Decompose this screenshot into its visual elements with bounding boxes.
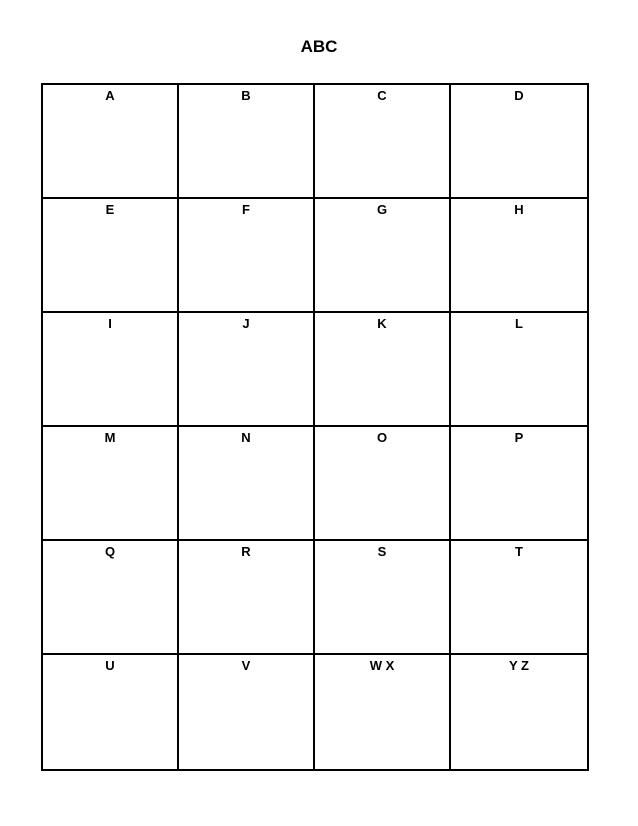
grid-cell-19 [315,541,451,655]
cell-label: B [241,88,251,103]
page-title: ABC [300,37,338,56]
grid-cell-24 [451,655,587,769]
cell-label: P [514,430,524,445]
cell-label: K [377,316,387,331]
cell-label: N [241,430,251,445]
alphabet-grid [41,83,589,771]
grid-cell-4 [451,85,587,199]
grid-cell-6 [179,199,315,313]
grid-cell-14 [179,427,315,541]
cell-label: C [377,88,387,103]
cell-label: V [241,658,251,673]
cell-label: H [514,202,524,217]
cell-label: G [376,202,388,217]
grid-cell-17 [43,541,179,655]
grid-cell-8 [451,199,587,313]
cell-label: M [104,430,116,445]
grid-cell-3 [315,85,451,199]
grid-cell-23 [315,655,451,769]
cell-label: U [105,658,115,673]
grid-cell-16 [451,427,587,541]
cell-label: J [242,316,250,331]
cell-label: A [105,88,115,103]
grid-cell-18 [179,541,315,655]
grid-cell-15 [315,427,451,541]
cell-label: L [515,316,523,331]
grid-cell-7 [315,199,451,313]
grid-cell-11 [315,313,451,427]
cell-label: W X [369,658,395,673]
grid-cell-5 [43,199,179,313]
cell-label: I [108,316,112,331]
grid-cell-1 [43,85,179,199]
cell-label: R [241,544,251,559]
cell-label: O [376,430,388,445]
grid-cell-13 [43,427,179,541]
cell-label: T [515,544,523,559]
cell-label: E [105,202,115,217]
grid-cell-10 [179,313,315,427]
grid-cell-20 [451,541,587,655]
grid-cell-21 [43,655,179,769]
cell-label: Q [104,544,116,559]
cell-label: F [242,202,250,217]
grid-cell-12 [451,313,587,427]
grid-cell-22 [179,655,315,769]
cell-label: Y Z [509,658,529,673]
cell-label: S [377,544,387,559]
grid-cell-9 [43,313,179,427]
cell-label: D [514,88,524,103]
grid-cell-2 [179,85,315,199]
